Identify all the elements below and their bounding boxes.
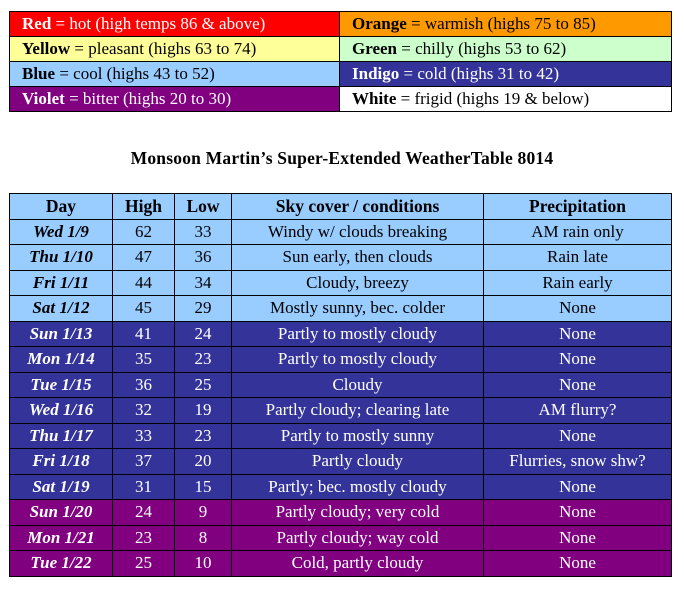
legend-cell <box>340 37 672 62</box>
conditions-cell: Partly to mostly cloudy <box>232 321 484 347</box>
low-cell: 33 <box>175 219 232 245</box>
precipitation-cell: Flurries, snow shw? <box>484 449 672 475</box>
table-header-row <box>10 194 672 220</box>
low-cell: 9 <box>175 500 232 526</box>
legend-row <box>10 87 672 112</box>
conditions-cell: Partly; bec. mostly cloudy <box>232 474 484 500</box>
low-cell: 29 <box>175 296 232 322</box>
table-row <box>10 321 672 347</box>
legend-description: = warmish (highs 75 to 85) <box>411 14 596 33</box>
low-cell: 25 <box>175 372 232 398</box>
precipitation-cell: None <box>484 474 672 500</box>
page-title: Monsoon Martin’s Super-Extended WeatherTable 8014 <box>130 148 554 168</box>
high-cell: 44 <box>113 270 175 296</box>
legend-color-name: Blue <box>22 64 56 83</box>
low-cell: 24 <box>175 321 232 347</box>
legend-cell <box>10 12 340 37</box>
precipitation-cell: AM rain only <box>484 219 672 245</box>
low-cell: 34 <box>175 270 232 296</box>
precipitation-cell: None <box>484 372 672 398</box>
high-cell: 47 <box>113 245 175 271</box>
header-precip: Precipitation <box>484 194 672 220</box>
legend-cell <box>340 87 672 112</box>
table-row <box>10 551 672 577</box>
day-cell: Thu 1/10 <box>10 245 113 271</box>
precipitation-cell: None <box>484 500 672 526</box>
conditions-cell: Partly to mostly sunny <box>232 423 484 449</box>
legend-color-name: Orange <box>352 14 407 33</box>
table-row <box>10 449 672 475</box>
legend-cell <box>10 62 340 87</box>
table-row <box>10 219 672 245</box>
day-cell: Wed 1/9 <box>10 219 113 245</box>
day-cell: Mon 1/21 <box>10 525 113 551</box>
table-row <box>10 500 672 526</box>
precipitation-cell: None <box>484 525 672 551</box>
day-cell: Wed 1/16 <box>10 398 113 424</box>
conditions-cell: Partly to mostly cloudy <box>232 347 484 373</box>
conditions-cell: Cloudy <box>232 372 484 398</box>
low-cell: 19 <box>175 398 232 424</box>
high-cell: 33 <box>113 423 175 449</box>
table-row <box>10 423 672 449</box>
legend-cell <box>340 62 672 87</box>
precipitation-cell: None <box>484 423 672 449</box>
legend-description: = cool (highs 43 to 52) <box>59 64 215 83</box>
legend-color-name: Green <box>352 39 398 58</box>
low-cell: 23 <box>175 423 232 449</box>
low-cell: 36 <box>175 245 232 271</box>
low-cell: 10 <box>175 551 232 577</box>
legend-color-name: Red <box>22 14 52 33</box>
legend-description: = chilly (highs 53 to 62) <box>401 39 567 58</box>
table-row <box>10 296 672 322</box>
legend-cell <box>10 37 340 62</box>
precipitation-cell: None <box>484 551 672 577</box>
legend-cell <box>10 87 340 112</box>
precipitation-cell: AM flurry? <box>484 398 672 424</box>
legend-description: = cold (highs 31 to 42) <box>403 64 559 83</box>
high-cell: 23 <box>113 525 175 551</box>
day-cell: Sat 1/19 <box>10 474 113 500</box>
conditions-cell: Partly cloudy; very cold <box>232 500 484 526</box>
conditions-cell: Partly cloudy <box>232 449 484 475</box>
day-cell: Sun 1/20 <box>10 500 113 526</box>
color-legend <box>9 11 672 112</box>
table-row <box>10 398 672 424</box>
legend-description: = bitter (highs 20 to 30) <box>69 89 232 108</box>
header-high: High <box>113 194 175 220</box>
conditions-cell: Windy w/ clouds breaking <box>232 219 484 245</box>
high-cell: 45 <box>113 296 175 322</box>
high-cell: 24 <box>113 500 175 526</box>
header-sky: Sky cover / conditions <box>232 194 484 220</box>
legend-cell <box>340 12 672 37</box>
day-cell: Fri 1/18 <box>10 449 113 475</box>
weather-table <box>9 193 672 577</box>
header-day: Day <box>10 194 113 220</box>
table-row <box>10 525 672 551</box>
day-cell: Fri 1/11 <box>10 270 113 296</box>
precipitation-cell: None <box>484 296 672 322</box>
high-cell: 62 <box>113 219 175 245</box>
high-cell: 25 <box>113 551 175 577</box>
header-low: Low <box>175 194 232 220</box>
day-cell: Thu 1/17 <box>10 423 113 449</box>
table-row <box>10 270 672 296</box>
high-cell: 32 <box>113 398 175 424</box>
legend-color-name: Yellow <box>22 39 71 58</box>
day-cell: Tue 1/22 <box>10 551 113 577</box>
precipitation-cell: Rain early <box>484 270 672 296</box>
low-cell: 20 <box>175 449 232 475</box>
table-row <box>10 372 672 398</box>
high-cell: 35 <box>113 347 175 373</box>
conditions-cell: Cloudy, breezy <box>232 270 484 296</box>
conditions-cell: Cold, partly cloudy <box>232 551 484 577</box>
day-cell: Mon 1/14 <box>10 347 113 373</box>
conditions-cell: Partly cloudy; clearing late <box>232 398 484 424</box>
low-cell: 23 <box>175 347 232 373</box>
high-cell: 37 <box>113 449 175 475</box>
conditions-cell: Mostly sunny, bec. colder <box>232 296 484 322</box>
table-row <box>10 245 672 271</box>
legend-description: = hot (high temps 86 & above) <box>55 14 266 33</box>
legend-row <box>10 62 672 87</box>
conditions-cell: Sun early, then clouds <box>232 245 484 271</box>
legend-row <box>10 12 672 37</box>
legend-description: = frigid (highs 19 & below) <box>400 89 590 108</box>
table-row <box>10 347 672 373</box>
low-cell: 8 <box>175 525 232 551</box>
precipitation-cell: None <box>484 321 672 347</box>
precipitation-cell: None <box>484 347 672 373</box>
legend-description: = pleasant (highs 63 to 74) <box>74 39 257 58</box>
low-cell: 15 <box>175 474 232 500</box>
day-cell: Sun 1/13 <box>10 321 113 347</box>
table-row <box>10 474 672 500</box>
legend-row <box>10 37 672 62</box>
day-cell: Sat 1/12 <box>10 296 113 322</box>
legend-color-name: White <box>352 89 397 108</box>
legend-color-name: Violet <box>22 89 65 108</box>
conditions-cell: Partly cloudy; way cold <box>232 525 484 551</box>
day-cell: Tue 1/15 <box>10 372 113 398</box>
legend-color-name: Indigo <box>352 64 400 83</box>
high-cell: 31 <box>113 474 175 500</box>
precipitation-cell: Rain late <box>484 245 672 271</box>
high-cell: 36 <box>113 372 175 398</box>
high-cell: 41 <box>113 321 175 347</box>
